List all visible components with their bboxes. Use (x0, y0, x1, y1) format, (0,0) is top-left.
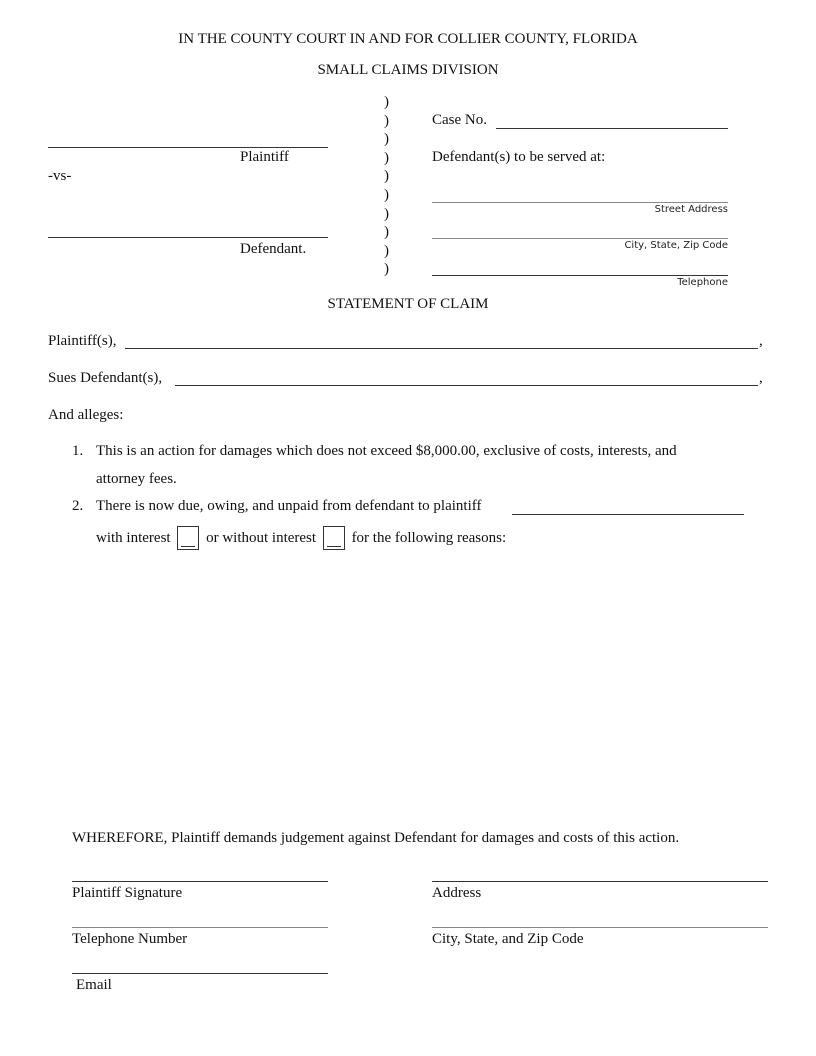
plaintiff-signature-label: Plaintiff Signature (72, 885, 183, 901)
street-address-line[interactable] (432, 202, 728, 203)
city-state-zip-footer-label: City, State, and Zip Code (432, 931, 584, 947)
item2-number: 2. (72, 498, 84, 514)
statement-title: STATEMENT OF CLAIM (327, 296, 489, 312)
vs-label: -vs- (48, 168, 72, 184)
item2-text-line1: There is now due, owing, and unpaid from defendant to plaintiff (96, 498, 482, 514)
plaintiff-signature-line[interactable] (72, 881, 328, 882)
email-line[interactable] (72, 973, 328, 974)
with-interest-checkbox[interactable] (177, 526, 199, 550)
with-interest-label: with interest (96, 530, 171, 546)
defendant-name-line[interactable] (48, 237, 328, 238)
item2-interest-row (96, 526, 506, 550)
case-no-label: Case No. (432, 112, 487, 128)
item1-number: 1. (72, 443, 84, 459)
amount-owed-line[interactable] (512, 514, 744, 515)
defendants-comma: , (759, 370, 763, 386)
served-at-label: Defendant(s) to be served at: (432, 149, 606, 165)
address-label: Address (432, 885, 482, 901)
alleges-label: And alleges: (48, 407, 124, 423)
telephone-number-line[interactable] (72, 927, 328, 928)
plaintiff-name-line[interactable] (48, 147, 328, 148)
sues-label: Sues Defendant(s), (48, 370, 163, 386)
defendant-label: Defendant. (240, 241, 307, 257)
defendants-line[interactable] (175, 385, 758, 386)
telephone-caption: Telephone (677, 277, 728, 288)
city-state-zip-footer-line[interactable] (432, 927, 768, 928)
plaintiffs-label: Plaintiff(s), (48, 333, 117, 349)
city-state-zip-line[interactable] (432, 238, 728, 239)
plaintiffs-line[interactable] (125, 348, 758, 349)
address-line[interactable] (432, 881, 768, 882)
reasons-label: for the following reasons: (351, 530, 507, 546)
caption-parenthesis-column: ) ) ) ) ) ) ) ) ) ) (384, 94, 389, 278)
street-address-caption: Street Address (654, 204, 728, 215)
telephone-line[interactable] (432, 275, 728, 276)
email-label: Email (76, 977, 112, 993)
without-interest-label: or without interest (206, 530, 317, 546)
telephone-number-label: Telephone Number (72, 931, 188, 947)
court-heading: IN THE COUNTY COURT IN AND FOR COLLIER COUNTY, FLORIDA (178, 31, 638, 47)
city-state-zip-caption: City, State, Zip Code (624, 240, 728, 251)
plaintiffs-comma: , (759, 333, 763, 349)
item1-text-line1: This is an action for damages which does not exceed $8,000.00, exclusive of costs, interests, and (96, 443, 677, 459)
wherefore-clause: WHEREFORE, Plaintiff demands judgement against Defendant for damages and costs of this action. (72, 830, 680, 846)
division-heading: SMALL CLAIMS DIVISION (317, 62, 499, 78)
case-no-line[interactable] (496, 128, 728, 129)
item1-text-line2: attorney fees. (96, 471, 177, 487)
without-interest-checkbox[interactable] (323, 526, 345, 550)
plaintiff-label: Plaintiff (240, 149, 289, 165)
